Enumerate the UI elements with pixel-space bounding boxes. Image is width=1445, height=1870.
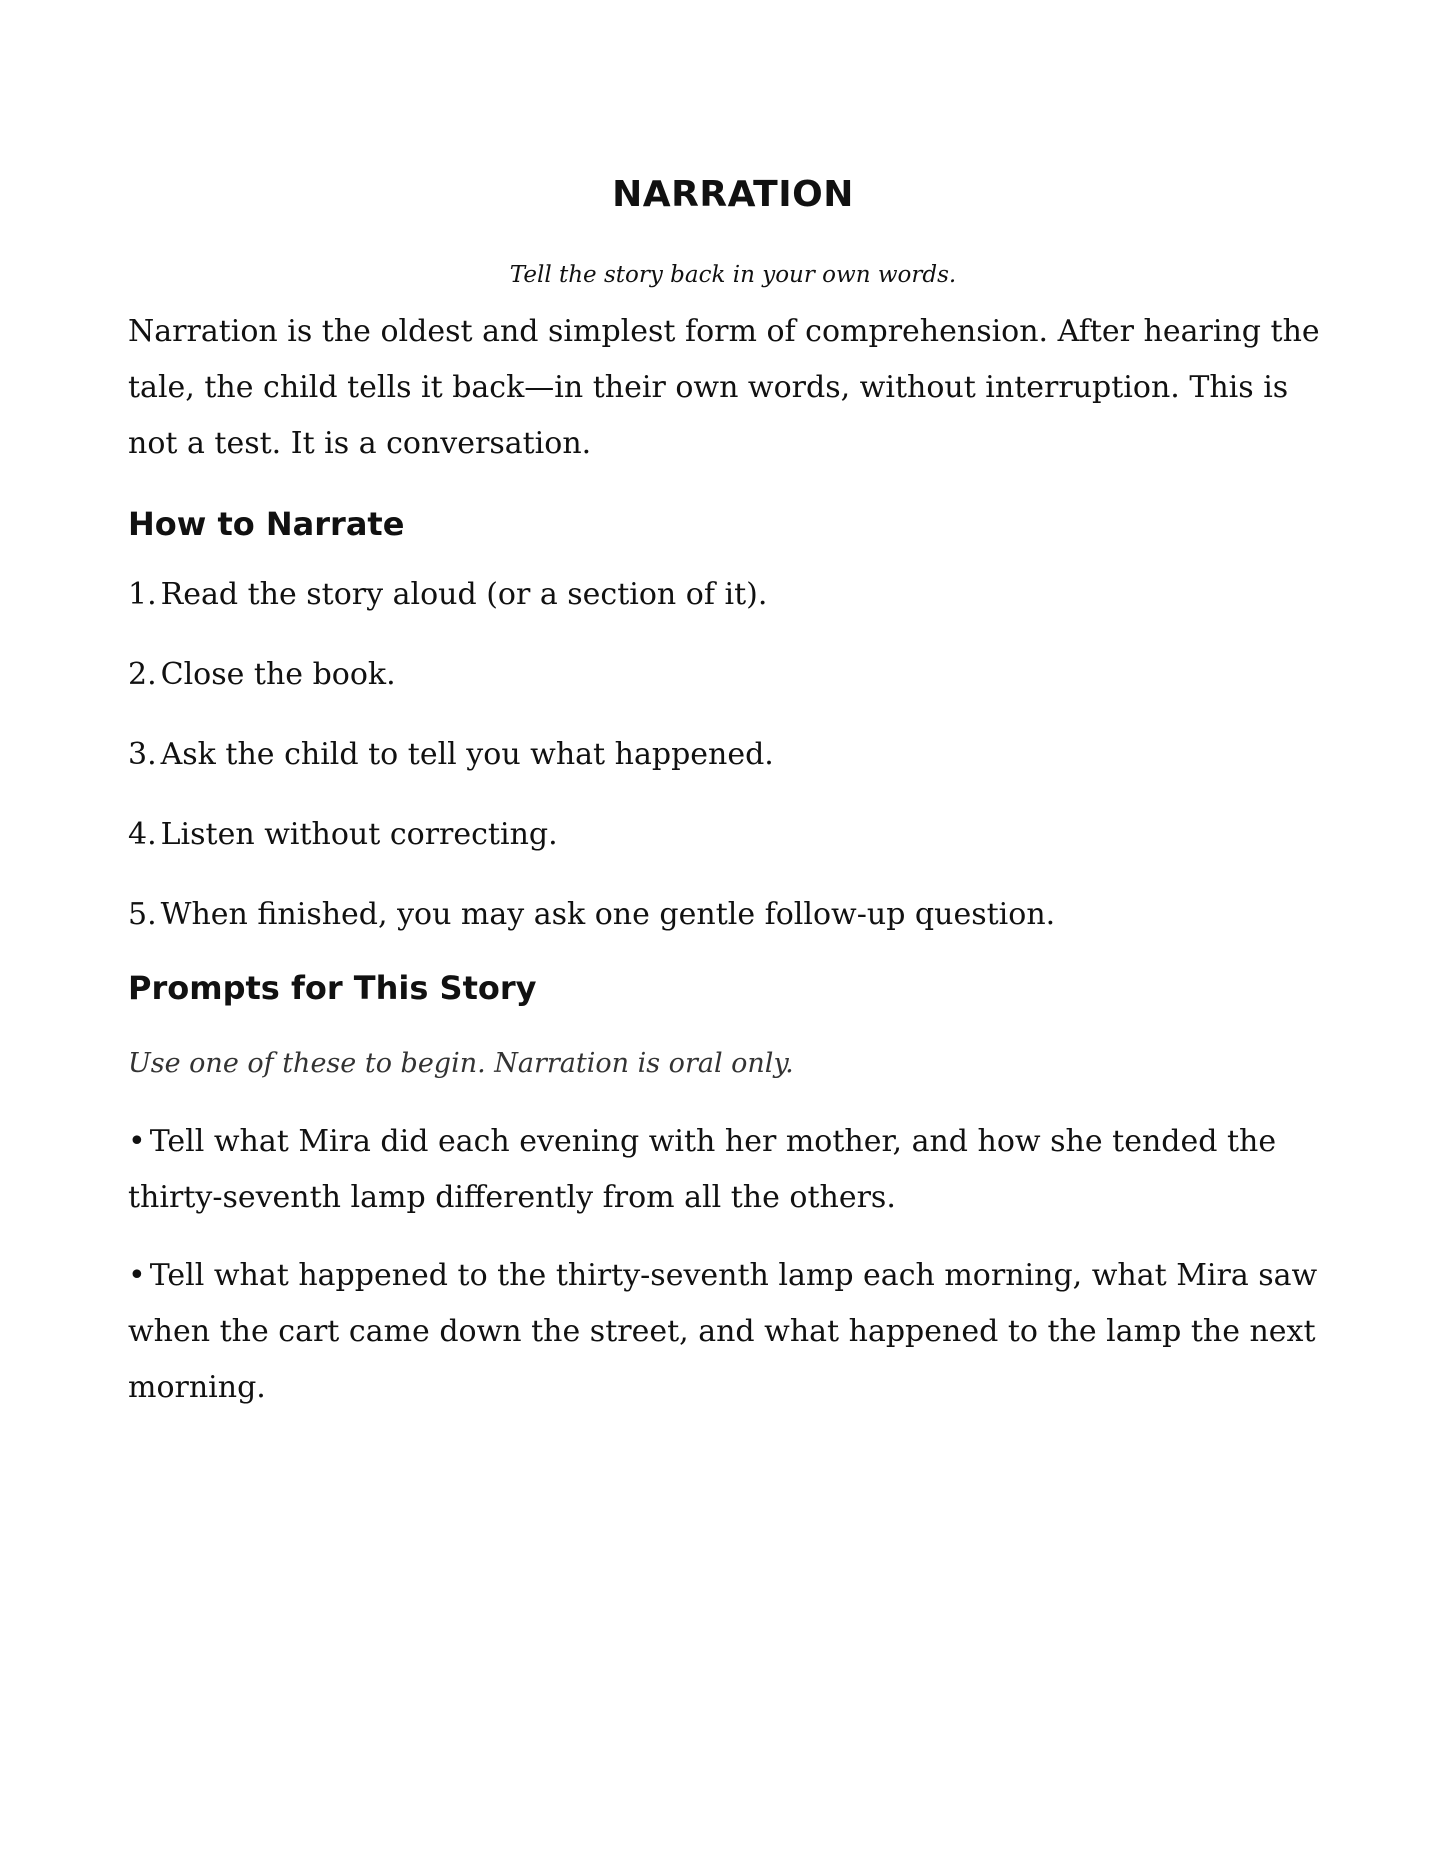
page-title: NARRATION: [612, 174, 854, 215]
bullet-icon: •: [128, 1258, 146, 1293]
list-item: [128, 654, 1338, 696]
step-number: 3.: [128, 737, 157, 772]
intro-paragraph: Narration is the oldest and simplest form of comprehension. After hearing the tale, the child tells it back—in their own words, without interruption. This is not a test. It is a conversation.: [128, 314, 1320, 461]
list-item: [128, 1248, 1338, 1416]
prompts-list: [128, 1114, 1338, 1416]
step-number: 2.: [128, 657, 157, 692]
step-text: When finished, you may ask one gentle follow-up question.: [160, 897, 1056, 932]
document-page: [128, 170, 1338, 1438]
step-text: Read the story aloud (or a section of it).: [160, 577, 768, 612]
step-number: 5.: [128, 897, 157, 932]
prompt-text: Tell what happened to the thirty-seventh lamp each morning, what Mira saw when the cart came down the street, and what happened to the lamp the next morning.: [128, 1258, 1318, 1405]
page-subtitle: Tell the story back in your own words.: [509, 262, 957, 288]
list-item: [128, 574, 1338, 616]
bullet-icon: •: [128, 1124, 146, 1159]
step-text: Ask the child to tell you what happened.: [160, 737, 774, 772]
prompt-text: Tell what Mira did each evening with her mother, and how she tended the thirty-seventh lamp differently from all the others.: [128, 1124, 1277, 1215]
steps-list: [128, 574, 1338, 936]
list-item: [128, 894, 1338, 936]
list-item: [128, 734, 1338, 776]
prompts-heading: Prompts for This Story: [128, 969, 537, 1007]
step-number: 1.: [128, 577, 157, 612]
step-number: 4.: [128, 817, 157, 852]
step-text: Listen without correcting.: [160, 817, 558, 852]
prompts-note: Use one of these to begin. Narration is oral only.: [128, 1048, 794, 1079]
list-item: [128, 814, 1338, 856]
step-text: Close the book.: [160, 657, 396, 692]
list-item: [128, 1114, 1338, 1226]
how-to-heading: How to Narrate: [128, 505, 405, 543]
